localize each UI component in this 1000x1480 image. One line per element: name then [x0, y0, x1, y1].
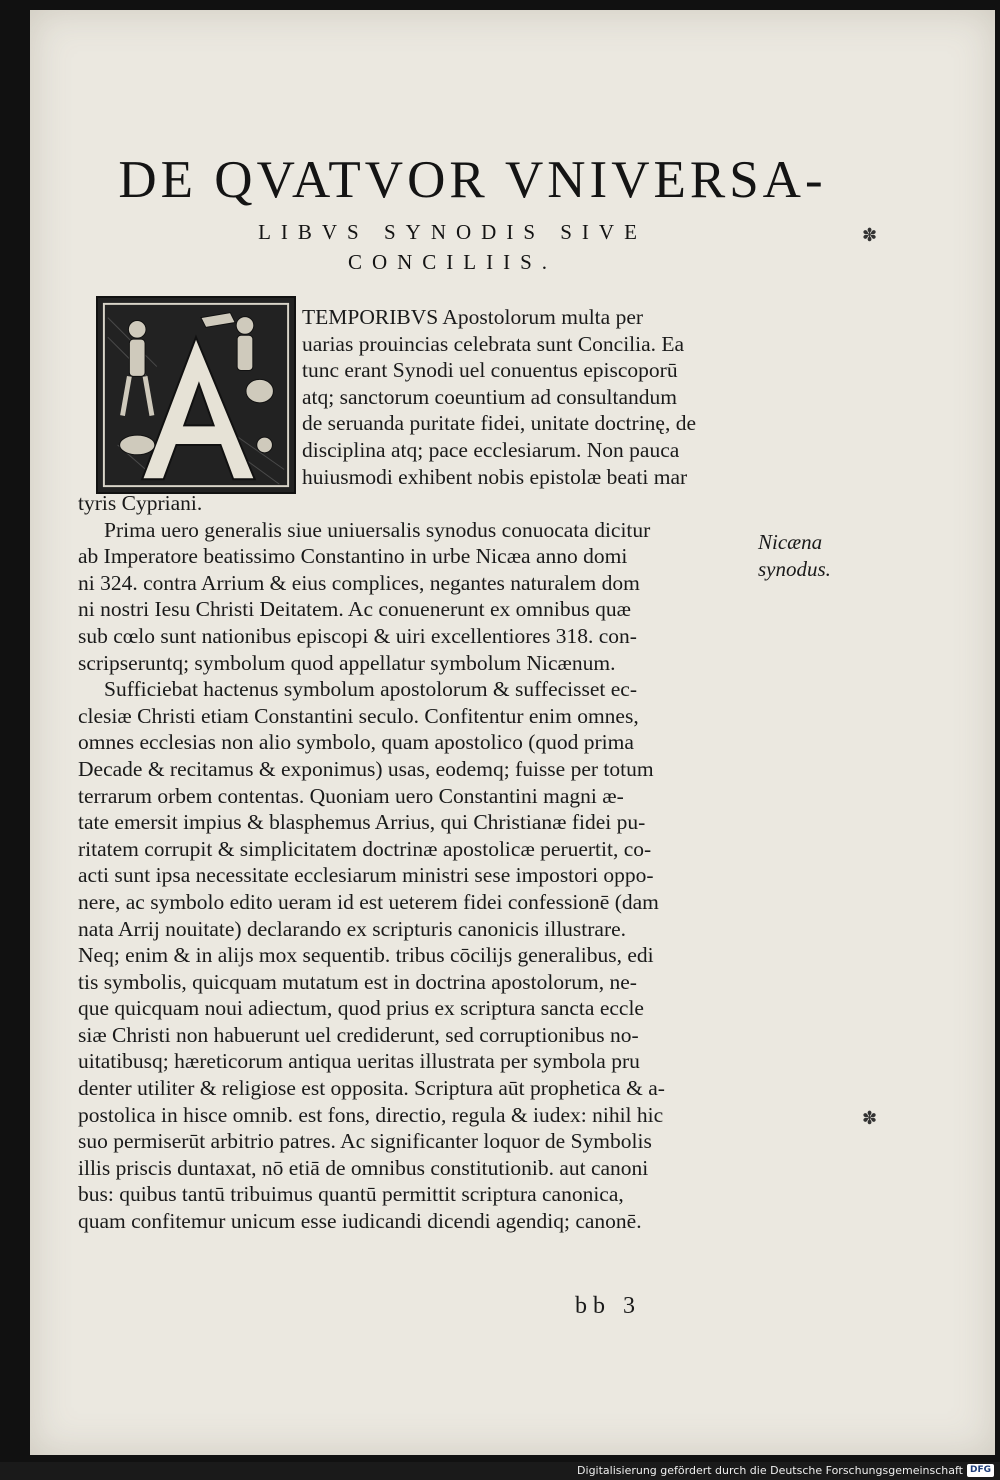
text-line: scripseruntq; symbolum quod appellatur symbolum Nicænum.	[78, 650, 616, 675]
title-line-3: CONCILIIS.	[347, 250, 558, 274]
text-line: sub cœlo sunt nationibus episcopi & uiri excellentiores 318. con-	[78, 623, 637, 648]
text-line: Prima uero generalis siue uniuersalis synodus conuocata dicitur	[104, 517, 651, 542]
text-line: siæ Christi non habuerunt uel crediderunt, sed corruptionibus no-	[78, 1022, 639, 1047]
text-line: denter utiliter & religiose est opposita. Scriptura aūt prophetica & a-	[78, 1076, 665, 1101]
text-line: omnes ecclesias non alio symbolo, quam apostolico (quod prima	[78, 730, 634, 755]
text-line: terrarum orbem contentas. Quoniam uero Constantini magni æ-	[78, 783, 624, 808]
opening-paragraph	[302, 304, 696, 490]
text-line: uitatibusq; hæreticorum antiqua ueritas illustrata per symbola pru	[78, 1049, 640, 1074]
text-line: TEMPORIBVS Apostolorum multa per	[302, 305, 644, 329]
text-line: ni nostri Iesu Christi Deitatem. Ac conuenerunt ex omnibus quæ	[78, 597, 631, 622]
text-line: quam confitemur unicum esse iudicandi dicendi agendiq; canonē.	[78, 1209, 642, 1234]
text-line: tate emersit impius & blasphemus Arrius, qui Christianæ fidei pu-	[78, 810, 646, 835]
text-line: atq; sanctorum coeuntium ad consultandum	[302, 384, 677, 409]
text-line: uarias prouincias celebrata sunt Concilia. Ea	[302, 331, 685, 356]
text-line: tis symbolis, quicquam mutatum est in doctrina apostolorum, ne-	[78, 969, 637, 994]
text-line: Neq; enim & in alijs mox sequentib. tribus cōcilijs generalibus, edi	[78, 943, 654, 968]
text-line: huiusmodi exhibent nobis epistolæ beati mar	[302, 464, 688, 489]
dfg-logo: DFG	[967, 1464, 994, 1477]
title-line-1: DE QVATVOR VNIVERSA-	[118, 151, 827, 209]
text-line: ab Imperatore beatissimo Constantino in urbe Nicæa anno domi	[78, 544, 628, 569]
footer-text: Digitalisierung gefördert durch die Deutsche Forschungsgemeinschaft	[577, 1463, 963, 1477]
text-line: postolica in hisce omnib. est fons, directio, regula & iudex: nihil hic	[78, 1102, 664, 1127]
text-line: Sufficiebat hactenus symbolum apostolorum & suffecisset ec-	[104, 677, 638, 702]
text-line: clesiæ Christi etiam Constantini seculo. Confitentur enim omnes,	[78, 703, 639, 728]
text-line: tunc erant Synodi uel conuentus episcoporū	[302, 358, 678, 383]
digitization-footer	[577, 1462, 994, 1478]
signature-mark: bb 3	[575, 1293, 641, 1319]
text-line: nere, ac symbolo edito ueram id est ueterem fidei confessionē (dam	[78, 889, 659, 914]
margin-note-line: Nicæna	[758, 530, 823, 554]
ink-blot-ornament: ✽	[862, 1108, 878, 1129]
book-page	[30, 10, 995, 1455]
woodcut-illustration	[98, 298, 294, 492]
text-line: Decade & recitamus & exponimus) usas, eodemq; fuisse per totum	[78, 756, 654, 781]
decorated-initial-a	[96, 296, 296, 494]
text-line: acti sunt ipsa necessitate ecclesiarum ministri sese impostori oppo-	[78, 863, 654, 888]
text-line: ritatem corrupit & simplicitatem doctrinæ apostolicæ peruertit, co-	[78, 836, 652, 861]
text-line: ni 324. contra Arrium & eius complices, negantes naturalem dom	[78, 570, 640, 595]
text-line: disciplina atq; pace ecclesiarum. Non pauca	[302, 437, 680, 462]
text-line: bus: quibus tantū tribuimus quantū permittit scriptura canonica,	[78, 1182, 624, 1207]
text-line: illis priscis duntaxat, nō etiā de omnibus constitutionib. aut canoni	[78, 1155, 649, 1180]
margin-note-line: synodus.	[758, 557, 831, 581]
text-line: nata Arrij nouitate) declarando ex scripturis canonicis illustrare.	[78, 916, 627, 941]
margin-note	[758, 529, 831, 583]
text-line: suo permiserūt arbitrio patres. Ac significanter loquor de Symbolis	[78, 1129, 652, 1154]
title-line-2: LIBVS SYNODIS SIVE	[258, 220, 647, 244]
text-line: que quicquam noui adiectum, quod prius ex scriptura sancta eccle	[78, 996, 644, 1021]
text-line: de seruanda puritate fidei, unitate doctrinę, de	[302, 411, 697, 436]
main-text	[78, 490, 665, 1235]
ink-blot-ornament: ✽	[862, 225, 878, 246]
text-line: tyris Cypriani.	[78, 491, 203, 515]
